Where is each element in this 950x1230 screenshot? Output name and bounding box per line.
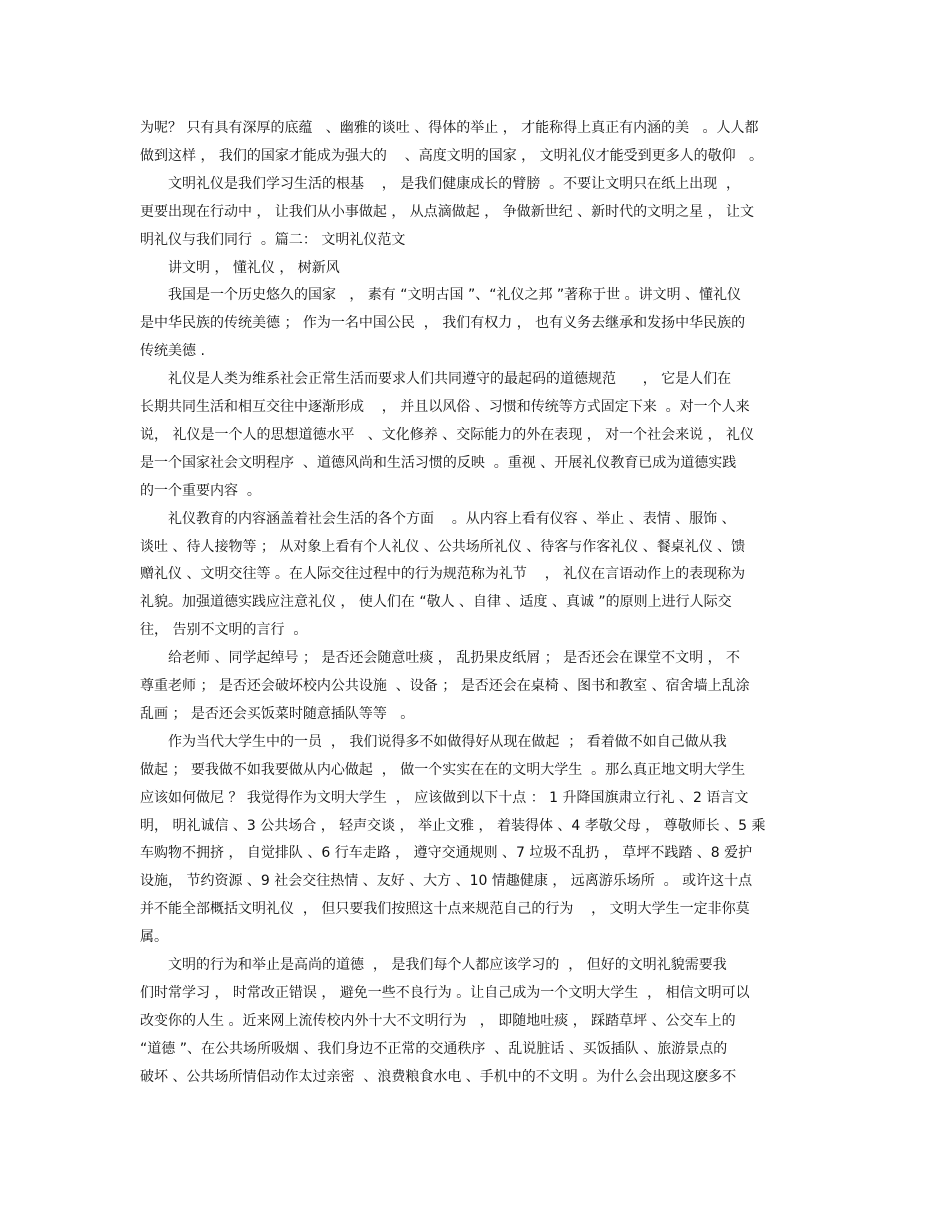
text-line: 更要出现在行动中 ， 让我们从小事做起 ， 从点滴做起 ， 争做新世纪 、新时代的文明之星 ， 让文 (140, 204, 755, 220)
text-line: 文明礼仪是我们学习生活的根基 ， 是我们健康成长的臂膀 。不要让文明只在纸上出现 ， (140, 176, 741, 192)
text-line: 破坏 、公共场所情侣动作太过亲密 、浪费粮食水电 、手机中的不文明 。为什么会出现这麽多不 (140, 1069, 737, 1085)
text-line: 并不能全部概括文明礼仪 ， 但只要我们按照这十点来规范自己的行为 ， 文明大学生一定非你莫 (140, 901, 750, 917)
text-line: 做到这样 ， 我们的国家才能成为强大的 、高度文明的国家 ， 文明礼仪才能受到更多人的敬仰 。 (140, 148, 763, 164)
text-line: 礼貌。加强道德实践应注意礼仪 ， 使人们在 “敬人 、自律 、适度 、真诚 ”的原则上进行人际交 (140, 594, 732, 610)
text-line: 的一个重要内容 。 (140, 483, 261, 499)
text-line: 设施， 节约资源 、9 社会交往热情 、友好 、大方 、10 情趣健康 ， 远离游乐场所 。 或许这十点 (140, 873, 753, 889)
text-line: 讲文明 ， 懂礼仪 ， 树新风 (140, 260, 340, 276)
text-line: 应该如何做尼 ？ 我觉得作为文明大学生 ， 应该做到以下十点 ： 1 升降国旗肃立行礼 、2 语言文 (140, 790, 749, 806)
text-line: 做起 ； 要我做不如我要做从内心做起 ， 做一个实实在在的文明大学生 。那么真正地文明大学生 (140, 762, 746, 778)
text-line: 们时常学习 ， 时常改正错误 ， 避免一些不良行为 。让自己成为一个文明大学生 ， 相信文明可以 (140, 985, 750, 1001)
text-line: 属。 (140, 929, 168, 945)
text-line: 长期共同生活和相互交往中逐渐形成 ， 并且以风俗 、习惯和传统等方式固定下来 。对一个人来 (140, 399, 750, 415)
text-line: 给老师 、同学起绰号 ； 是否还会随意吐痰 ， 乱扔果皮纸屑 ； 是否还会在课堂不文明 ， 不 (140, 650, 741, 666)
text-line: 是中华民族的传统美德 ； 作为一名中国公民 ， 我们有权力 ， 也有义务去继承和发扬中华民族的 (140, 315, 746, 331)
text-line: 传统美德 . (140, 343, 205, 359)
text-line: 乱画 ； 是否还会买饭菜时随意插队等等 。 (140, 706, 415, 722)
text-line: “道德 ”、在公共场所吸烟 、我们身边不正常的交通秩序 、乱说脏话 、买饭插队 、旅游景点的 (140, 1041, 728, 1057)
text-line: 车购物不拥挤 ， 自觉排队 、6 行车走路 ， 遵守交通规则 、7 垃圾不乱扔 ， 草坪不践踏 、8 爱护 (140, 845, 753, 861)
text-line: 往， 告别不文明的言行 。 (140, 622, 308, 638)
text-line: 谈吐 、待人接物等 ； 从对象上看有个人礼仪 、公共场所礼仪 、待客与作客礼仪 、餐桌礼仪 、馈 (140, 539, 746, 555)
text-line: 礼仪是人类为维系社会正常生活而要求人们共同遵守的最起码的道德规范 ， 它是人们在 (140, 371, 732, 387)
text-line: 为呢？ 只有具有深厚的底蕴 、幽雅的谈吐 、得体的举止 ， 才能称得上真正有内涵的美 。人人都 (140, 120, 759, 136)
text-line: 明， 明礼诚信 、3 公共场合 ， 轻声交谈 ， 举止文雅 ， 着装得体 、4 孝敬父母 ， 尊敬师长 、5 乘 (140, 818, 766, 834)
text-line: 赠礼仪 、文明交往等 。在人际交往过程中的行为规范称为礼节 ， 礼仪在言语动作上的表现称为 (140, 566, 746, 582)
text-line: 作为当代大学生中的一员 ， 我们说得多不如做得好从现在做起 ； 看着做不如自己做从我 (140, 734, 727, 750)
text-line: 文明的行为和举止是高尚的道德 ， 是我们每个人都应该学习的 ， 但好的文明礼貌需要我 (140, 957, 727, 973)
text-line: 是一个国家社会文明程序 、道德风尚和生活习惯的反映 。重视 、开展礼仪教育已成为道德实践 (140, 455, 737, 471)
text-line: 礼仪教育的内容涵盖着社会生活的各个方面 。从内容上看有仪容 、举止 、表情 、服饰 、 (140, 511, 736, 527)
text-line: 尊重老师 ； 是否还会破坏校内公共设施 、设备 ； 是否还会在桌椅 、图书和教室 、宿舍墙上乱涂 (140, 678, 750, 694)
text-line: 明礼仪与我们同行 。篇二： 文明礼仪范文 (140, 232, 406, 248)
text-line: 我国是一个历史悠久的国家 ， 素有 “文明古国 ”、“礼仪之邦 ”著称于世 。讲文明 、懂礼仪 (140, 287, 742, 303)
text-line: 说， 礼仪是一个人的思想道德水平 、文化修养 、交际能力的外在表现 ， 对一个社会来说 ， 礼仪 (140, 427, 755, 443)
text-line: 改变你的人生 。近来网上流传校内外十大不文明行为 ， 即随地吐痰 ， 踩踏草坪 、公交车上的 (140, 1013, 736, 1029)
